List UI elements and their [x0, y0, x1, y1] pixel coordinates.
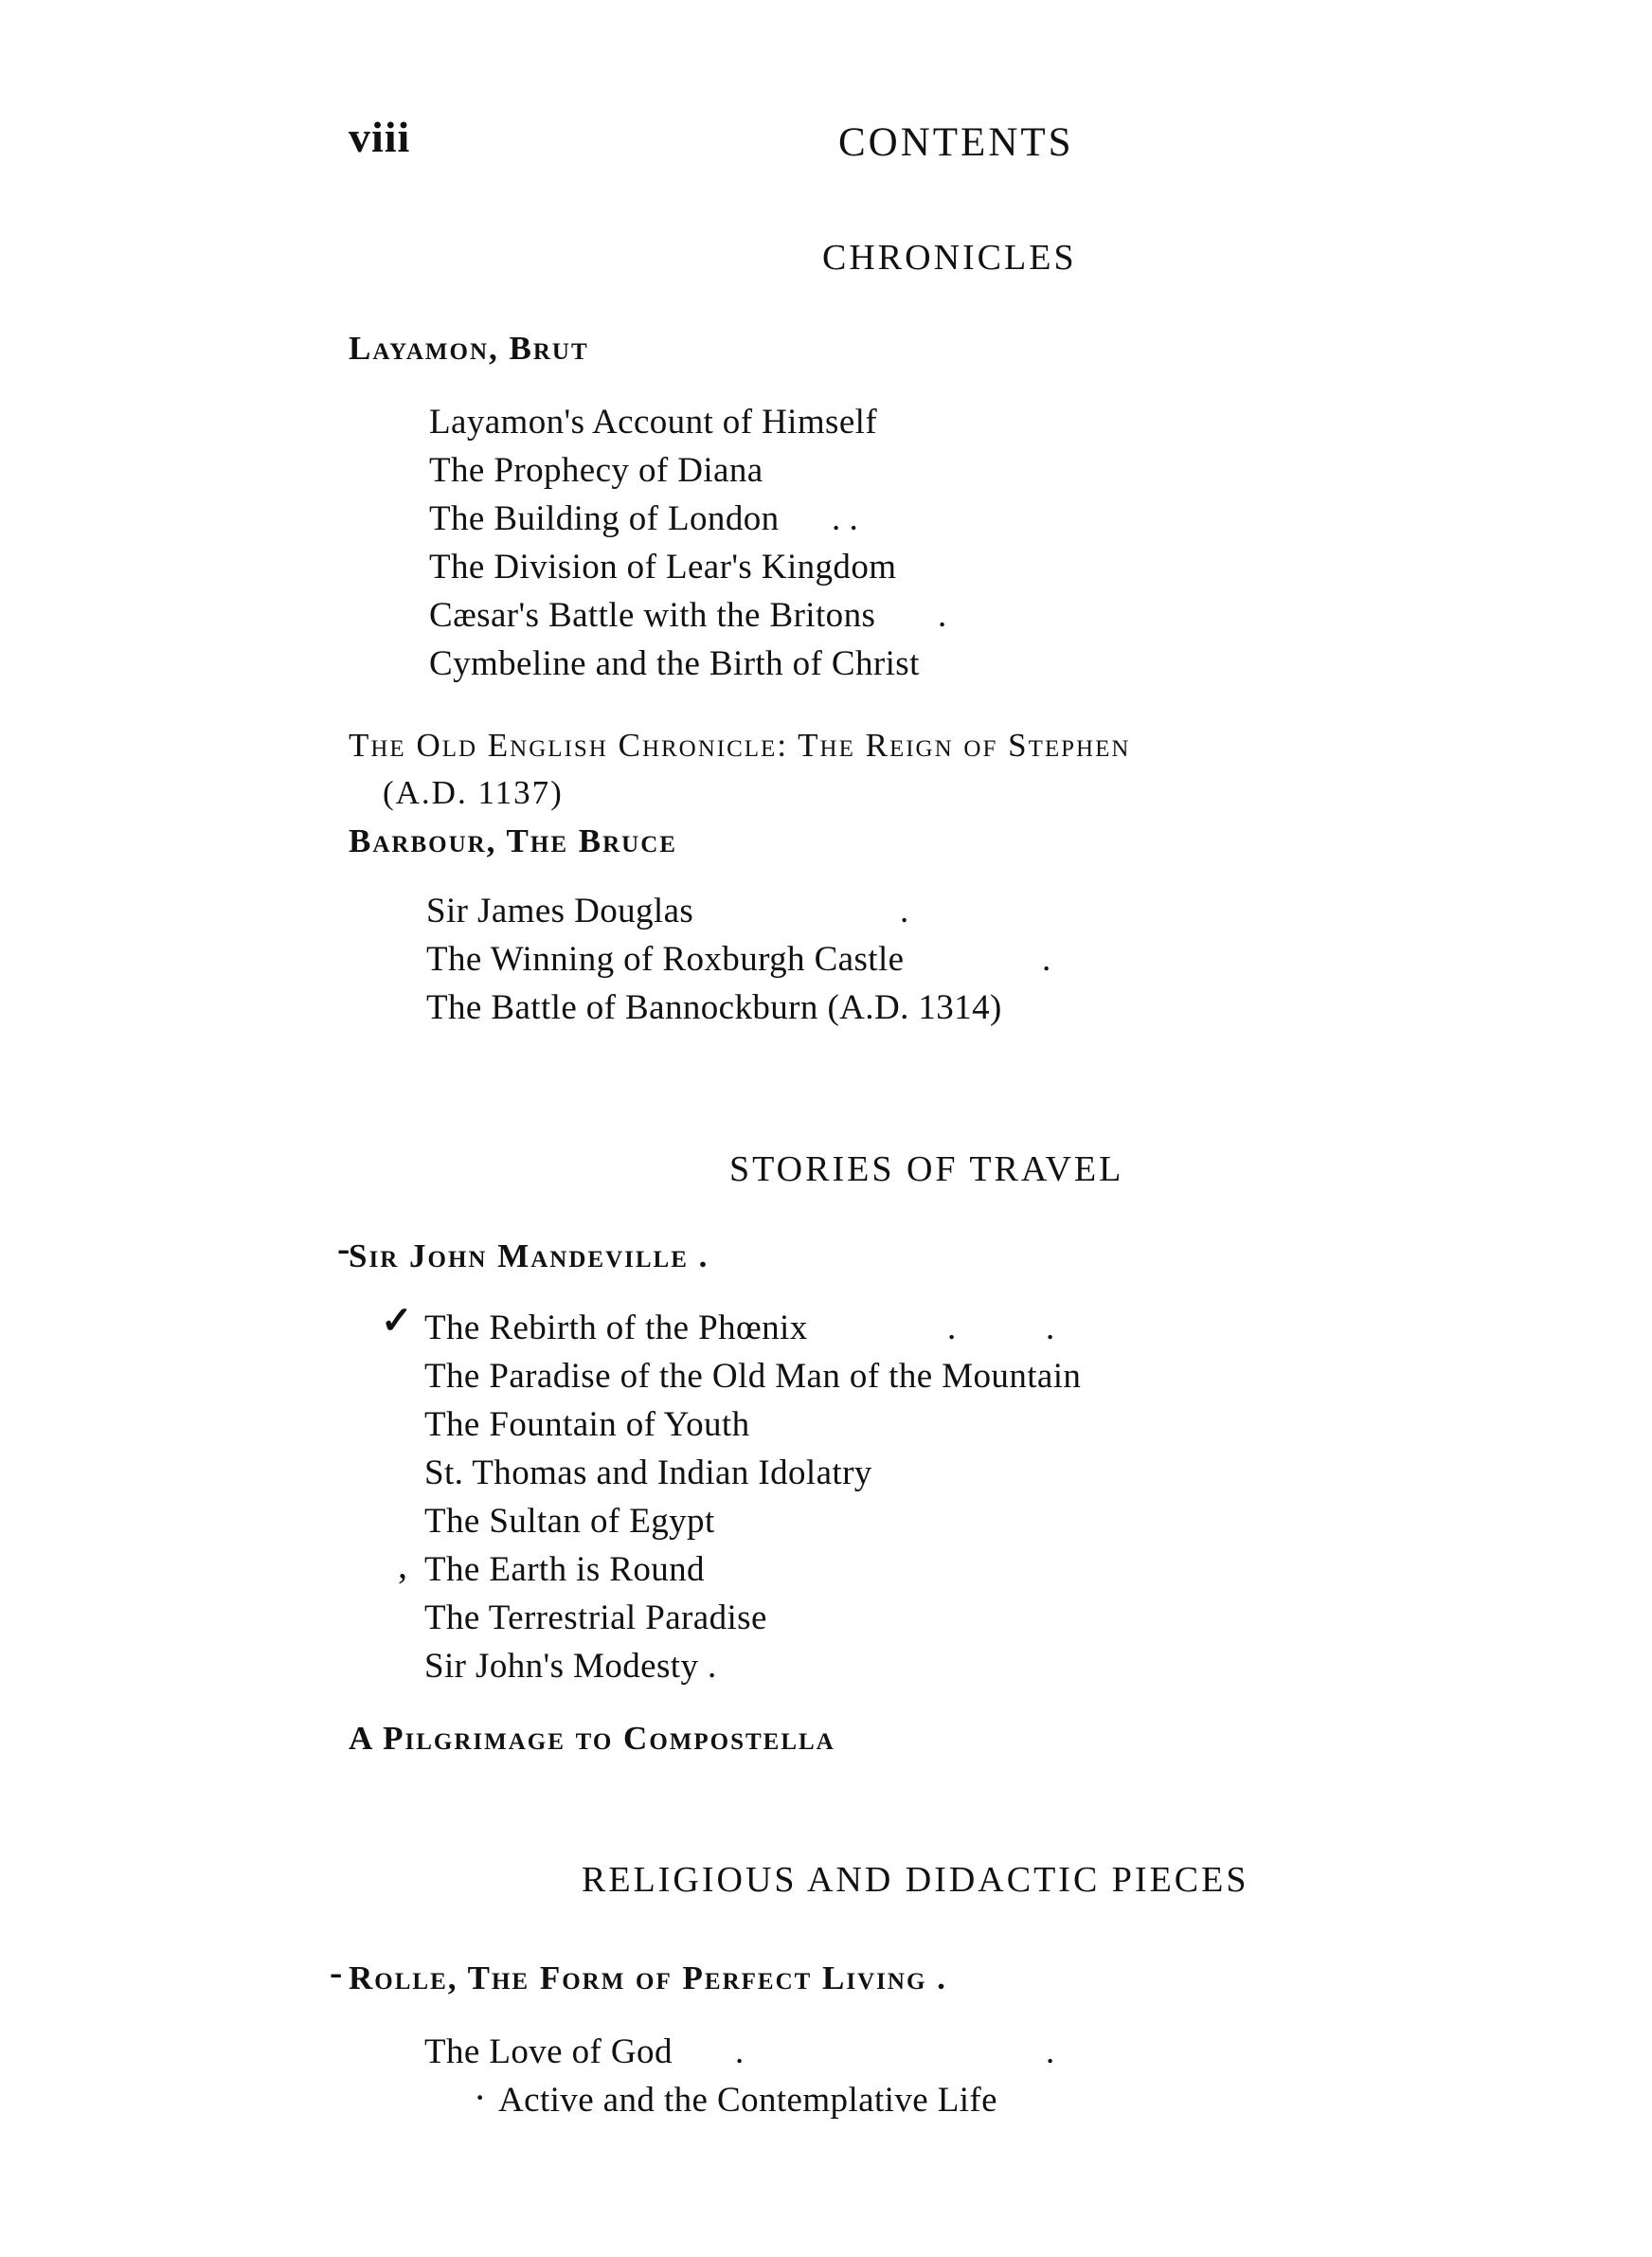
section-heading-religious: RELIGIOUS AND DIDACTIC PIECES: [582, 1860, 1249, 1900]
leader-dots: .: [735, 2032, 745, 2071]
tick-mark: ,: [398, 1544, 407, 1586]
page-number: viii: [349, 113, 411, 161]
entry-prophecy-of-diana: The Prophecy of Diana: [429, 451, 763, 490]
entry-earth-is-round: The Earth is Round: [424, 1550, 705, 1589]
marginal-dash-mark: -: [337, 1227, 350, 1270]
entry-division-of-lears-kingdom: The Division of Lear's Kingdom: [429, 548, 897, 587]
running-head: CONTENTS: [838, 120, 1074, 165]
entry-sultan-of-egypt: The Sultan of Egypt: [424, 1502, 715, 1541]
entry-sir-johns-modesty: Sir John's Modesty .: [424, 1647, 717, 1686]
entry-layamon-account: Layamon's Account of Himself: [429, 403, 878, 442]
work-title-old-english-chronicle: The Old English Chronicle: The Reign of Stephen: [349, 727, 1131, 764]
leader-dots: .: [938, 596, 947, 635]
entry-winning-of-roxburgh: The Winning of Roxburgh Castle: [426, 940, 905, 979]
section-heading-travel: STORIES OF TRAVEL: [729, 1149, 1124, 1189]
leader-dots: .: [1046, 1309, 1055, 1347]
entry-st-thomas: St. Thomas and Indian Idolatry: [424, 1454, 872, 1492]
work-title-barbour: Barbour, The Bruce: [349, 822, 677, 859]
marginal-dash-mark: -: [330, 1951, 343, 1994]
entry-love-of-god: The Love of God: [424, 2032, 673, 2071]
entry-active-contemplative-life: Active and the Contemplative Life: [498, 2081, 997, 2120]
work-title-layamon: Layamon, Brut: [349, 330, 589, 367]
entry-paradise-old-man: The Paradise of the Old Man of the Mountain: [424, 1357, 1082, 1396]
section-heading-chronicles: CHRONICLES: [822, 238, 1077, 278]
check-mark-icon: ✓: [381, 1299, 413, 1342]
entry-caesars-battle: Cæsar's Battle with the Britons: [429, 596, 876, 635]
leader-dots: .: [1046, 2032, 1055, 2071]
entry-cymbeline: Cymbeline and the Birth of Christ: [429, 644, 920, 683]
leader-dots: .: [1042, 940, 1051, 979]
entry-building-of-london: The Building of London: [429, 499, 780, 538]
entry-terrestrial-paradise: The Terrestrial Paradise: [424, 1598, 767, 1637]
work-title-rolle: Rolle, The Form of Perfect Living .: [349, 1959, 947, 1996]
work-title-pilgrimage: A Pilgrimage to Compostella: [349, 1720, 835, 1757]
entry-battle-of-bannockburn: The Battle of Bannockburn (A.D. 1314): [426, 988, 1002, 1027]
entry-rebirth-of-phoenix: The Rebirth of the Phœnix: [424, 1309, 808, 1347]
work-title-mandeville: Sir John Mandeville .: [349, 1237, 709, 1274]
entry-sir-james-douglas: Sir James Douglas: [426, 892, 694, 930]
dot-mark: ·: [474, 2076, 487, 2119]
leader-dots: . .: [832, 499, 858, 538]
work-title-old-english-chronicle-date: (A.D. 1137): [383, 774, 564, 811]
leader-dots: .: [947, 1309, 957, 1347]
leader-dots: .: [900, 892, 909, 930]
entry-fountain-of-youth: The Fountain of Youth: [424, 1405, 750, 1444]
